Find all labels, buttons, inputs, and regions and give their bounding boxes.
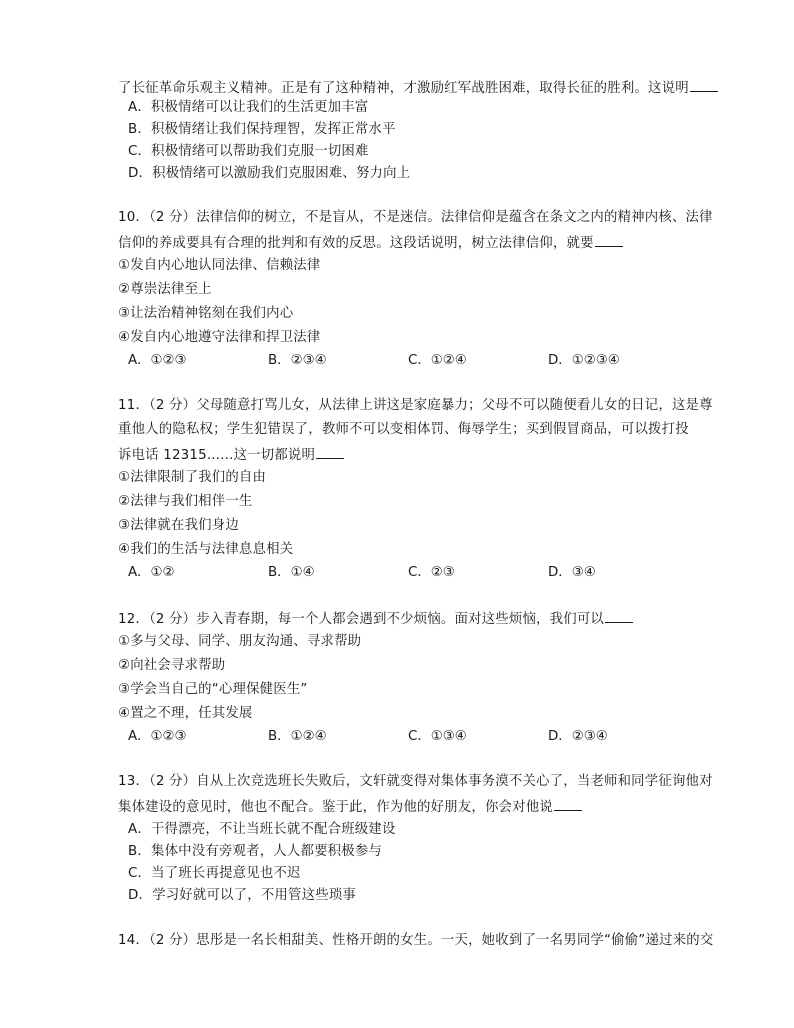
q12-item-1: ①多与父母、同学、朋友沟通、寻求帮助 bbox=[118, 634, 362, 649]
q12-stem-line1 bbox=[118, 608, 633, 630]
q12-item-3: ③学会当自己的“心理保健医生” bbox=[118, 682, 308, 697]
q12-item-2: ②向社会寻求帮助 bbox=[118, 658, 226, 673]
answer-blank bbox=[554, 796, 582, 811]
q12-option-c: C．①③④ bbox=[408, 729, 467, 744]
q11-stem-line3 bbox=[118, 444, 344, 466]
q10-option-b: B．②③④ bbox=[268, 353, 327, 368]
q9-stem-tail bbox=[118, 77, 718, 99]
q11-option-c: C．②③ bbox=[408, 565, 455, 580]
q13-option-b: B．集体中没有旁观者，人人都要积极参与 bbox=[128, 844, 383, 859]
q14-stem-line1: 14．（2 分）思彤是一名长相甜美、性格开朗的女生。一天，她收到了一名男同学“偷偷”递过来的交 bbox=[118, 933, 714, 948]
q12-option-b: B．①②④ bbox=[268, 729, 327, 744]
answer-blank bbox=[595, 232, 623, 247]
q12-option-a: A．①②③ bbox=[128, 729, 187, 744]
q12-option-d: D．②③④ bbox=[548, 729, 608, 744]
q13-option-d: D．学习好就可以了，不用管这些琐事 bbox=[128, 888, 356, 903]
q13-option-c: C．当了班长再提意见也不迟 bbox=[128, 866, 301, 881]
q10-option-c: C．①②④ bbox=[408, 353, 467, 368]
q9-stem-text: 了长征革命乐观主义精神。正是有了这种精神，才激励红军战胜困难，取得长征的胜利。这说明 bbox=[118, 81, 689, 96]
q10-item-4: ④发自内心地遵守法律和捍卫法律 bbox=[118, 330, 321, 345]
q11-stem-line1: 11．（2 分）父母随意打骂儿女，从法律上讲这是家庭暴力；父母不可以随便看儿女的日记，这是尊 bbox=[118, 398, 713, 413]
q11-item-3: ③法律就在我们身边 bbox=[118, 518, 239, 533]
q9-option-a: A．积极情绪可以让我们的生活更加丰富 bbox=[128, 100, 369, 115]
q10-option-a: A．①②③ bbox=[128, 353, 187, 368]
q10-item-2: ②尊崇法律至上 bbox=[118, 282, 212, 297]
q13-option-a: A．干得漂亮，不让当班长就不配合班级建设 bbox=[128, 822, 396, 837]
q10-item-1: ①发自内心地认同法律、信赖法律 bbox=[118, 258, 321, 273]
q9-option-b: B．积极情绪让我们保持理智，发挥正常水平 bbox=[128, 122, 396, 137]
q9-option-d: D．积极情绪可以激励我们克服困难、努力向上 bbox=[128, 166, 411, 181]
q10-stem-line1: 10．（2 分）法律信仰的树立，不是盲从，不是迷信。法律信仰是蕴含在条文之内的精神内核、法律 bbox=[118, 210, 713, 225]
q10-stem-text: 信仰的养成要具有合理的批判和有效的反思。这段话说明，树立法律信仰，就要 bbox=[118, 236, 594, 251]
q11-item-2: ②法律与我们相伴一生 bbox=[118, 494, 253, 509]
q13-stem-text: 集体建设的意见时，他也不配合。鉴于此，作为他的好朋友，你会对他说 bbox=[118, 800, 553, 815]
q11-item-1: ①法律限制了我们的自由 bbox=[118, 470, 267, 485]
q10-stem-line2 bbox=[118, 232, 623, 254]
q9-option-c: C．积极情绪可以帮助我们克服一切困难 bbox=[128, 144, 369, 159]
q10-option-d: D．①②③④ bbox=[548, 353, 620, 368]
q10-item-3: ③让法治精神铭刻在我们内心 bbox=[118, 306, 294, 321]
q11-stem-line2: 重他人的隐私权；学生犯错误了，教师不可以变相体罚、侮辱学生；买到假冒商品，可以拨打投 bbox=[118, 422, 689, 437]
q12-item-4: ④置之不理，任其发展 bbox=[118, 706, 253, 721]
q11-item-4: ④我们的生活与法律息息相关 bbox=[118, 542, 294, 557]
q13-stem-line1: 13．（2 分）自从上次竞选班长失败后，文轩就变得对集体事务漠不关心了，当老师和同学征询他对 bbox=[118, 774, 713, 789]
q11-option-a: A．①② bbox=[128, 565, 175, 580]
answer-blank bbox=[316, 444, 344, 459]
q11-option-d: D．③④ bbox=[548, 565, 596, 580]
q13-stem-line2 bbox=[118, 796, 582, 818]
answer-blank bbox=[690, 77, 718, 92]
q11-option-b: B．①④ bbox=[268, 565, 315, 580]
answer-blank bbox=[605, 608, 633, 623]
q12-stem-text: 12．（2 分）步入青春期，每一个人都会遇到不少烦恼。面对这些烦恼，我们可以 bbox=[118, 612, 604, 627]
q11-stem-text: 诉电话 12315......这一切都说明 bbox=[118, 448, 316, 463]
